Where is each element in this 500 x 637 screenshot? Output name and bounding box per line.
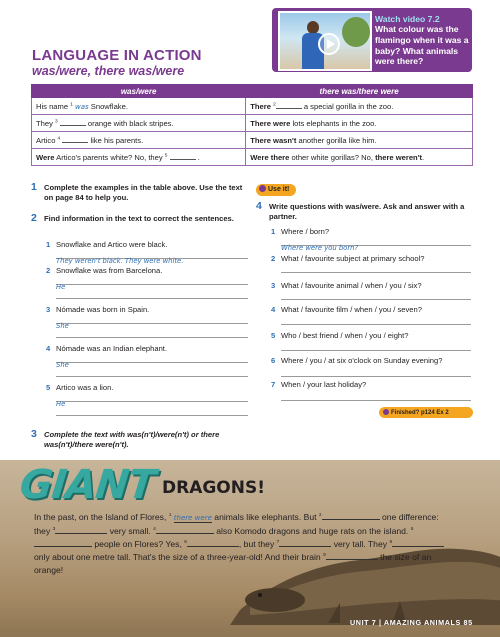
exercise-4-item: 3 What / favourite animal / when / you / six? [271,281,422,290]
table-cell: There were lots elephants in the zoo. [246,115,473,132]
reading-paragraph: In the past, on the Island of Flores, $^1$ there were animals like elephants. But $^2$ one difference: they $^3$ very small. $^4$ also Komodo dragons and huge rats on the island. $^5$ people on Flores? Yes, $^6$ , but they $^7$ very tall. They $^8$ only about one metre tall. That's the size of a three-year-old! And their brain $^9$ the size of an orange! [34,510,454,576]
table-row [32,115,473,132]
answer-blank[interactable] [170,153,196,160]
answer-blank[interactable] [55,526,107,534]
answer-line[interactable] [56,329,248,338]
finished-badge[interactable]: Finished? p124 Ex 2 [379,407,473,418]
table-cell: There wasn't another gorilla like him. [246,132,473,149]
exercise-2-item: 5 Artico was a lion. [46,383,114,392]
exercise-4-item: 5 Who / best friend / when / you / eight? [271,331,409,340]
exercise-2-item: 4 Nómade was an Indian elephant. [46,344,168,353]
table-cell: Were there other white gorillas? No, there weren't. [246,149,473,166]
play-icon[interactable] [318,33,340,55]
table-row [32,149,473,166]
video-title: Watch video 7.2 [375,14,440,24]
answer-blank[interactable] [156,526,214,534]
table-cell: His name $^1$ was Snowflake. [32,98,246,115]
table-cell: There $^2$ a special gorilla in the zoo. [246,98,473,115]
exercise-2-number: 2 [31,212,37,224]
answer-line[interactable] [281,264,471,273]
exercise-4-item: 6 Where / you / at six o'clock on Sunday evening? [271,356,443,365]
use-it-icon [259,185,266,192]
answer-blank[interactable] [276,102,302,109]
exercise-4-item: 1 Where / born? [271,227,330,236]
answer-line[interactable]: Where were you born? [281,237,471,246]
answer-line[interactable]: She [56,354,248,363]
table-header-was-were: was/were [32,85,246,98]
answer-line[interactable] [281,316,471,325]
use-it-badge: Use it! [256,184,296,196]
exercise-2-instruction: Find information in the text to correct the sentences. [44,214,234,223]
exercise-3-number: 3 [31,428,37,440]
exercise-4-number: 4 [256,200,262,212]
answer-line[interactable] [56,290,248,299]
exercise-3-instruction: Complete the text with was(n't)/were(n't) or there was(n't)/there were(n't). [44,430,220,449]
answer-line[interactable] [281,342,471,351]
section-subtitle: was/were, there was/were [32,64,185,78]
answer-text: was [74,102,89,111]
answer-line[interactable] [56,368,248,377]
answer-line[interactable] [281,392,471,401]
section-title: LANGUAGE IN ACTION [32,47,202,64]
tree-shape [342,17,370,47]
answer-line[interactable]: They weren't black. They were white. [56,250,248,259]
answer-blank[interactable] [187,539,239,547]
exercise-1-instruction: Complete the examples in the table above. Use the text on page 84 to help you. [44,183,243,202]
exercise-4-item: 4 What / favourite film / when / you / seven? [271,305,422,314]
exercise-2-item: 1 Snowflake and Artico were black. [46,240,168,249]
table-row [32,98,473,115]
answer-line[interactable]: He [56,276,248,285]
finished-icon [383,409,389,415]
answer-line[interactable]: He [56,393,248,402]
exercise-4-item: 2 What / favourite subject at primary school? [271,254,425,263]
table-cell: Were Artico's parents white? No, they $^5$ . [32,149,246,166]
table-cell: They $^3$ orange with black stripes. [32,115,246,132]
exercise-1-number: 1 [31,181,37,193]
exercise-2-item: 2 Snowflake was from Barcelona. [46,266,163,275]
answer-line[interactable]: She [56,315,248,324]
answer-line[interactable] [281,291,471,300]
page-footer: UNIT 7 | AMAZING ANIMALS 85 [350,618,473,627]
table-cell: Artico $^4$ like his parents. [32,132,246,149]
answer-text: there were [173,513,212,522]
exercise-4-item: 7 When / your last holiday? [271,380,367,389]
exercise-4-instruction: Write questions with was/were. Ask and answer with a partner. [269,202,465,221]
answer-blank[interactable] [326,552,378,560]
dragons-heading: DRAGONS! [162,478,265,498]
answer-blank[interactable] [322,512,380,520]
video-thumbnail[interactable] [278,11,372,71]
table-header-there-was: there was/there were [246,85,473,98]
answer-blank[interactable] [60,119,86,126]
table-row [32,132,473,149]
answer-line[interactable] [281,368,471,377]
exercise-2-item: 3 Nómade was born in Spain. [46,305,150,314]
answer-blank[interactable] [279,539,331,547]
grammar-table [31,84,473,166]
answer-blank[interactable] [392,539,444,547]
video-question: What colour was the flamingo when it was a baby? What animals were there? [375,24,469,67]
answer-line[interactable] [56,407,248,416]
answer-blank[interactable] [34,539,92,547]
giant-heading: GIANT [17,462,157,508]
answer-blank[interactable] [62,136,88,143]
